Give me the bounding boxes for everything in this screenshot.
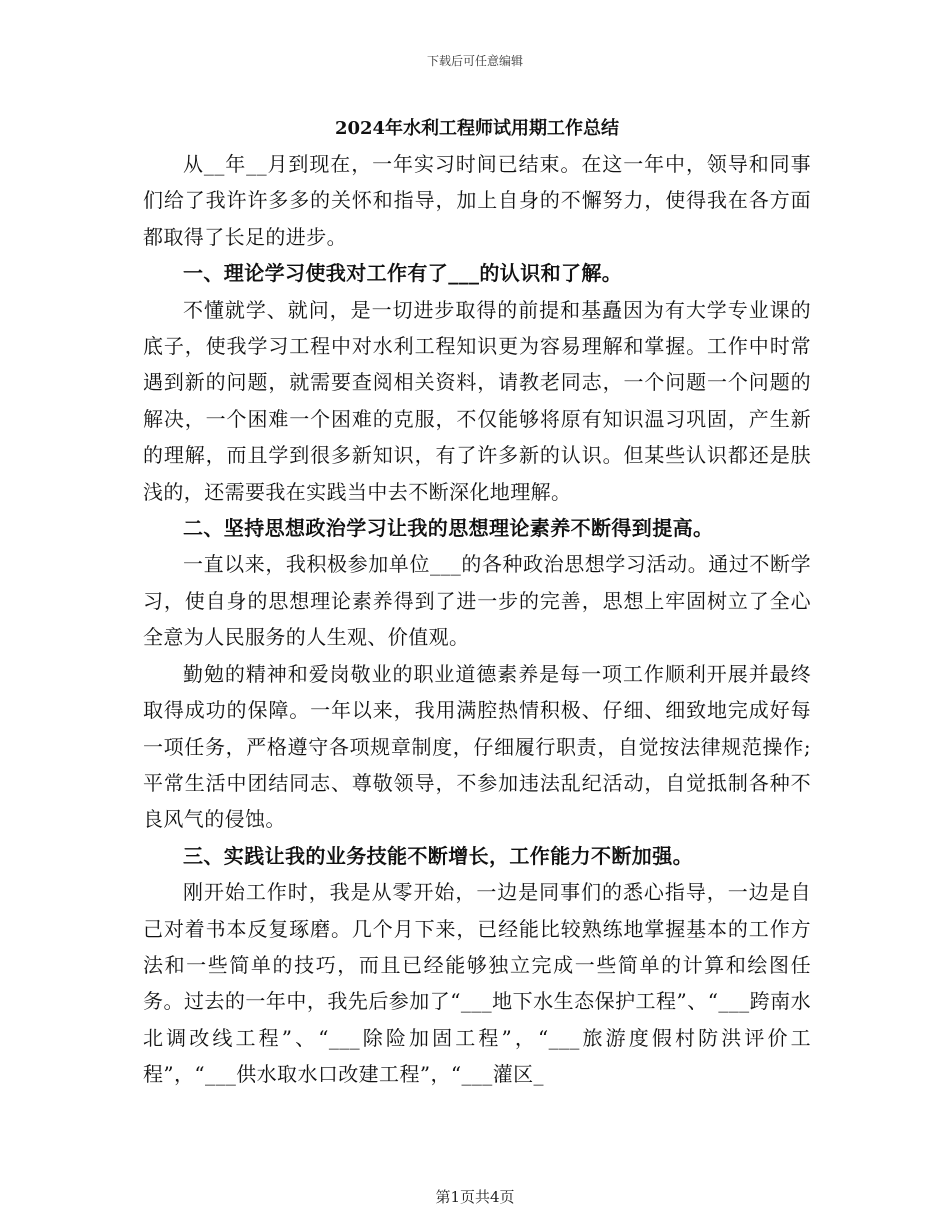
section-3-heading: 三、实践让我的业务技能不断增长，工作能力不断加强。: [183, 843, 693, 868]
document-body: [143, 112, 811, 1093]
section-2-paragraph: 一直以来，我积极参加单位___的各种政治思想学习活动。通过不断学习，使自身的思想理论素养得到了进一步的完善，思想上牢固树立了全心全意为人民服务的人生观、价值观。: [143, 552, 811, 650]
intro-paragraph: 从__年__月到现在，一年实习时间已结束。在这一年中，领导和同事们给了我许许多多的关怀和指导，加上自身的不懈努力，使得我在各方面都取得了长足的进步。: [143, 152, 811, 249]
section-2-paragraph: 勤勉的精神和爱岗敬业的职业道德素养是每一项工作顺利开展并最终取得成功的保障。一年以来，我用满腔热情积极、仔细、细致地完成好每一项任务，严格遵守各项规章制度，仔细履行职责，自觉按法律规范操作;平常生活中团结同志、尊敬领导，不参加违法乱纪活动，自觉抵制各种不良风气的侵蚀。: [143, 661, 811, 832]
document-title: 2024年水利工程师试用期工作总结: [334, 118, 620, 139]
page-header-note: 下载后可任意编辑: [426, 54, 523, 68]
section-3-paragraph: 刚开始工作时，我是从零开始，一边是同事们的悉心指导，一边是自己对着书本反复琢磨。几个月下来，已经能比较熟练地掌握基本的工作方法和一些简单的技巧，而且已经能够独立完成一些简单的计算和绘图任务。过去的一年中，我先后参加了“___地下水生态保护工程”、“___跨南水北调改线工程”、“___除险加固工程”，“___旅游度假村防洪评价工程”，“___供水取水口改建工程”，“___灌区_: [143, 880, 811, 1087]
section-1-heading: 一、理论学习使我对工作有了___的认识和了解。: [183, 261, 623, 286]
section-1-paragraph: 不懂就学、就问，是一切进步取得的前提和基矗因为有大学专业课的底子，使我学习工程中对水利工程知识更为容易理解和掌握。工作中时常遇到新的问题，就需要查阅相关资料，请教老同志，一个问题一个问题的解决，一个困难一个困难的克服，不仅能够将原有知识温习巩固，产生新的理解，而且学到很多新知识，有了许多新的认识。但某些认识都还是肤浅的，还需要我在实践当中去不断深化地理解。: [143, 297, 811, 504]
section-2-heading: 二、坚持思想政治学习让我的思想理论素养不断得到提高。: [183, 516, 714, 541]
page-number-indicator: 第1页共4页: [435, 1188, 515, 1206]
